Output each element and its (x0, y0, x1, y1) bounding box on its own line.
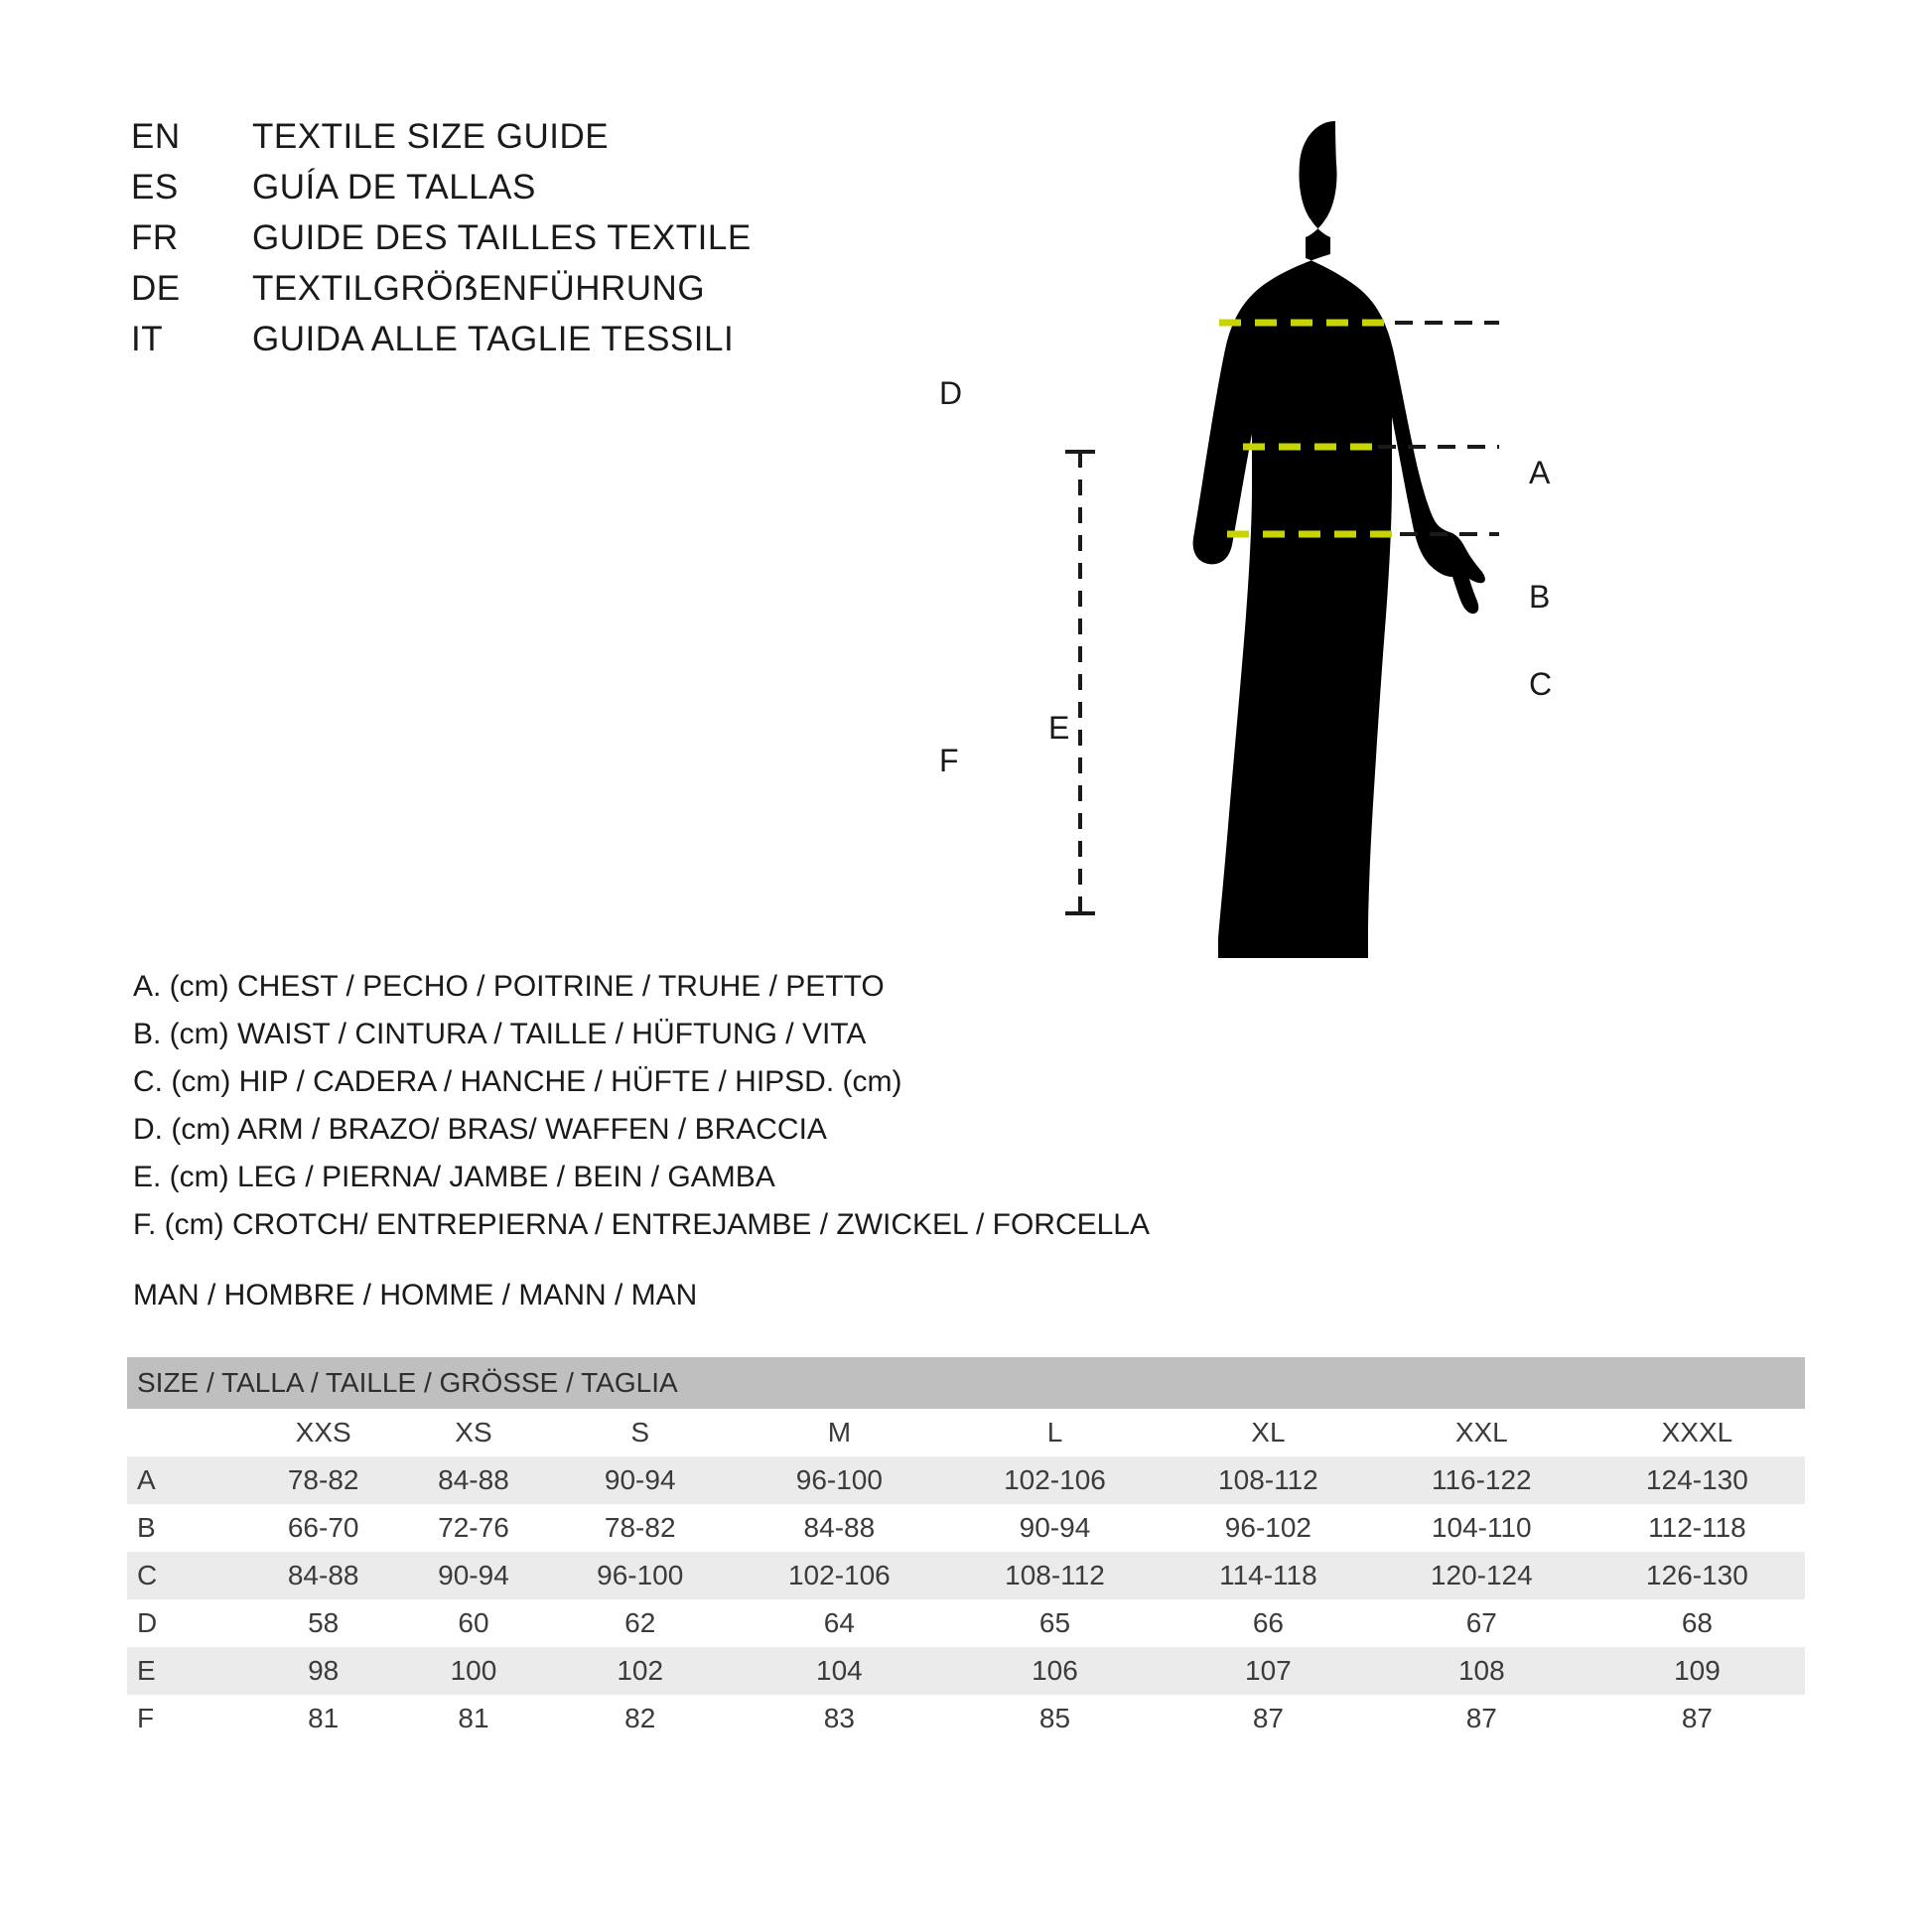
cell-b-m: 84-88 (732, 1504, 947, 1552)
language-header-block (131, 117, 945, 370)
cell-c-xl: 114-118 (1163, 1552, 1374, 1599)
cell-b-xxxl: 112-118 (1589, 1504, 1805, 1552)
row-header-f: F (127, 1695, 248, 1742)
cell-d-xs: 60 (398, 1599, 548, 1647)
table-band-title-row (127, 1357, 1805, 1409)
column-header-m: M (732, 1409, 947, 1456)
cell-e-m: 104 (732, 1647, 947, 1695)
cell-e-l: 106 (947, 1647, 1163, 1695)
table-header-row (127, 1409, 1805, 1456)
cell-f-xxl: 87 (1374, 1695, 1589, 1742)
cell-e-xl: 107 (1163, 1647, 1374, 1695)
table-row (127, 1695, 1805, 1742)
cell-b-xxs: 66-70 (248, 1504, 398, 1552)
cell-a-l: 102-106 (947, 1456, 1163, 1504)
language-code: FR (131, 218, 179, 257)
gender-label: MAN / HOMBRE / HOMME / MANN / MAN (133, 1279, 698, 1311)
cell-a-m: 96-100 (732, 1456, 947, 1504)
language-row (131, 168, 945, 218)
cell-c-s: 96-100 (549, 1552, 732, 1599)
language-title: GUÍA DE TALLAS (252, 168, 536, 207)
column-header-xxxl: XXXL (1589, 1409, 1805, 1456)
cell-d-m: 64 (732, 1599, 947, 1647)
cell-c-xxl: 120-124 (1374, 1552, 1589, 1599)
column-header-xs: XS (398, 1409, 548, 1456)
cell-e-xxs: 98 (248, 1647, 398, 1695)
cell-f-xxxl: 87 (1589, 1695, 1805, 1742)
cell-a-xl: 108-112 (1163, 1456, 1374, 1504)
cell-a-xxxl: 124-130 (1589, 1456, 1805, 1504)
cell-e-s: 102 (549, 1647, 732, 1695)
column-header-xxl: XXL (1374, 1409, 1589, 1456)
column-header-xl: XL (1163, 1409, 1374, 1456)
cell-f-l: 85 (947, 1695, 1163, 1742)
cell-d-xxl: 67 (1374, 1599, 1589, 1647)
cell-f-xl: 87 (1163, 1695, 1374, 1742)
column-header-xxs: XXS (248, 1409, 398, 1456)
row-header-d: D (127, 1599, 248, 1647)
cell-c-xs: 90-94 (398, 1552, 548, 1599)
row-header-a: A (127, 1456, 248, 1504)
language-title: TEXTILE SIZE GUIDE (252, 117, 610, 156)
cell-a-xxl: 116-122 (1374, 1456, 1589, 1504)
cell-e-xs: 100 (398, 1647, 548, 1695)
table-corner-cell (127, 1409, 248, 1456)
row-header-b: B (127, 1504, 248, 1552)
cell-f-xs: 81 (398, 1695, 548, 1742)
table-row (127, 1599, 1805, 1647)
legend-item-f: F. (cm) CROTCH/ ENTREPIERNA / ENTREJAMBE / ZWICKEL / FORCELLA (133, 1208, 1150, 1241)
man-silhouette-icon (1193, 121, 1485, 958)
cell-d-xxxl: 68 (1589, 1599, 1805, 1647)
table-row (127, 1647, 1805, 1695)
column-header-s: S (549, 1409, 732, 1456)
cell-b-xs: 72-76 (398, 1504, 548, 1552)
column-header-l: L (947, 1409, 1163, 1456)
cell-e-xxxl: 109 (1589, 1647, 1805, 1695)
language-title: GUIDA ALLE TAGLIE TESSILI (252, 320, 735, 358)
legend-block (133, 963, 1205, 1249)
table-row (127, 1552, 1805, 1599)
cell-c-xxxl: 126-130 (1589, 1552, 1805, 1599)
cell-d-xl: 66 (1163, 1599, 1374, 1647)
language-code: ES (131, 168, 179, 207)
table-row (127, 1456, 1805, 1504)
legend-item-d: D. (cm) ARM / BRAZO/ BRAS/ WAFFEN / BRACCIA (133, 1113, 827, 1146)
table-row (127, 1504, 1805, 1552)
legend-item-c: C. (cm) HIP / CADERA / HANCHE / HÜFTE / HIPSD. (cm) (133, 1065, 902, 1098)
cell-d-xxs: 58 (248, 1599, 398, 1647)
language-title: GUIDE DES TAILLES TEXTILE (252, 218, 752, 257)
cell-e-xxl: 108 (1374, 1647, 1589, 1695)
row-header-e: E (127, 1647, 248, 1695)
cell-a-s: 90-94 (549, 1456, 732, 1504)
legend-item-b: B. (cm) WAIST / CINTURA / TAILLE / HÜFTUNG / VITA (133, 1018, 867, 1050)
cell-d-l: 65 (947, 1599, 1163, 1647)
cell-b-s: 78-82 (549, 1504, 732, 1552)
cell-c-xxs: 84-88 (248, 1552, 398, 1599)
language-row (131, 269, 945, 320)
language-title: TEXTILGRÖẞENFÜHRUNG (252, 269, 706, 308)
dimension-label-a: A (1529, 455, 1551, 490)
language-row (131, 218, 945, 269)
legend-item-e: E. (cm) LEG / PIERNA/ JAMBE / BEIN / GAMBA (133, 1161, 775, 1193)
dimension-label-e: E (1048, 710, 1070, 746)
cell-f-s: 82 (549, 1695, 732, 1742)
cell-f-xxs: 81 (248, 1695, 398, 1742)
legend-item-a: A. (cm) CHEST / PECHO / POITRINE / TRUHE / PETTO (133, 970, 885, 1003)
row-header-c: C (127, 1552, 248, 1599)
cell-c-l: 108-112 (947, 1552, 1163, 1599)
dimension-label-c: C (1529, 666, 1553, 702)
dimension-label-d: D (939, 375, 963, 411)
cell-b-xl: 96-102 (1163, 1504, 1374, 1552)
language-row (131, 320, 945, 370)
cell-f-m: 83 (732, 1695, 947, 1742)
cell-b-xxl: 104-110 (1374, 1504, 1589, 1552)
dimension-label-b: B (1529, 579, 1551, 615)
dimension-label-f: F (939, 743, 959, 778)
language-code: DE (131, 269, 181, 308)
cell-d-s: 62 (549, 1599, 732, 1647)
cell-b-l: 90-94 (947, 1504, 1163, 1552)
cell-a-xxs: 78-82 (248, 1456, 398, 1504)
language-code: IT (131, 320, 164, 358)
language-code: EN (131, 117, 181, 156)
language-row (131, 117, 945, 168)
cell-c-m: 102-106 (732, 1552, 947, 1599)
table-band-title: SIZE / TALLA / TAILLE / GRÖSSE / TAGLIA (127, 1357, 1805, 1409)
cell-a-xs: 84-88 (398, 1456, 548, 1504)
size-table (127, 1357, 1805, 1742)
